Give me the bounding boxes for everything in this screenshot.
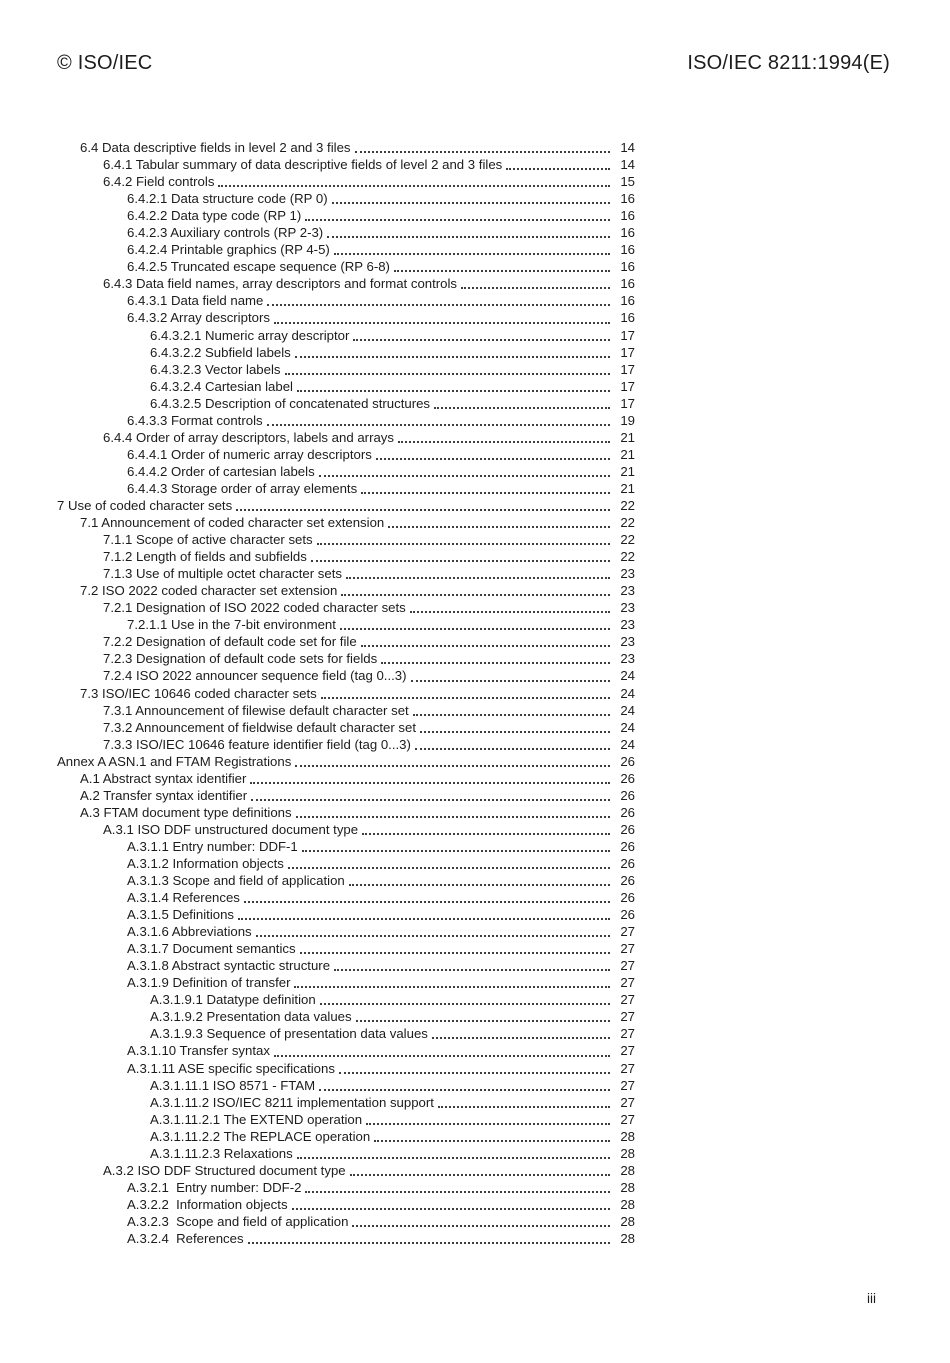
toc-entry — [57, 1179, 635, 1196]
toc-entry — [57, 429, 635, 446]
toc-entry-page: 27 — [620, 1043, 635, 1059]
toc-leader-dots — [356, 1020, 610, 1022]
toc-entry-page: 26 — [620, 821, 635, 837]
toc-entry-title: A.3.1.11 ASE specific specifications — [127, 1060, 335, 1076]
toc-entry-page: 28 — [620, 1145, 635, 1161]
toc-leader-dots — [438, 1106, 610, 1108]
toc-entry-title: 6.4.4.2 Order of cartesian labels — [127, 463, 315, 479]
toc-entry — [57, 565, 635, 582]
toc-entry — [57, 991, 635, 1008]
toc-entry-title: A.3 FTAM document type definitions — [80, 804, 292, 820]
toc-leader-dots — [362, 833, 610, 835]
toc-entry-title: A.2 Transfer syntax identifier — [80, 787, 248, 803]
toc-entry-title: 7.2 ISO 2022 coded character set extension — [80, 583, 338, 599]
toc-entry-title: A.3.2.1 Entry number: DDF-2 — [127, 1179, 302, 1195]
toc-entry-page: 24 — [620, 719, 635, 735]
toc-leader-dots — [415, 748, 610, 750]
toc-entry — [57, 804, 635, 821]
toc-entry-title: A.3.1.10 Transfer syntax — [127, 1043, 270, 1059]
toc-leader-dots — [366, 1123, 610, 1125]
toc-leader-dots — [297, 390, 610, 392]
toc-entry-page: 26 — [620, 787, 635, 803]
toc-leader-dots — [297, 1157, 610, 1159]
toc-leader-dots — [374, 1140, 610, 1142]
toc-entry-title: A.3.1.9.3 Sequence of presentation data values — [150, 1026, 428, 1042]
toc-leader-dots — [352, 1225, 610, 1227]
toc-entry — [57, 599, 635, 616]
toc-entry — [57, 616, 635, 633]
toc-entry-title: 7 Use of coded character sets — [57, 497, 233, 513]
toc-leader-dots — [346, 577, 610, 579]
toc-leader-dots — [274, 322, 610, 324]
toc-entry — [57, 702, 635, 719]
toc-entry-page: 16 — [620, 310, 635, 326]
toc-entry-page: 24 — [620, 668, 635, 684]
toc-leader-dots — [236, 509, 610, 511]
toc-entry — [57, 241, 635, 258]
toc-entry-title: 6.4.4.1 Order of numeric array descriptors — [127, 446, 372, 462]
toc-entry — [57, 275, 635, 292]
copyright-notice: © ISO/IEC — [57, 52, 153, 74]
toc-entry-page: 22 — [620, 532, 635, 548]
toc-entry-title: A.3.1.8 Abstract syntactic structure — [127, 958, 331, 974]
toc-entry-page: 27 — [620, 1009, 635, 1025]
toc-entry-title: A.3.1.9 Definition of transfer — [127, 975, 291, 991]
toc-entry — [57, 906, 635, 923]
toc-entry-page: 27 — [620, 1060, 635, 1076]
toc-entry — [57, 582, 635, 599]
toc-entry-page: 26 — [620, 838, 635, 854]
toc-entry-page: 22 — [620, 497, 635, 513]
toc-entry-title: A.3.2.3 Scope and field of application — [127, 1213, 349, 1229]
toc-leader-dots — [506, 168, 610, 170]
toc-entry-page: 26 — [620, 873, 635, 889]
toc-leader-dots — [355, 151, 611, 153]
toc-entry-page: 23 — [620, 600, 635, 616]
toc-entry — [57, 1128, 635, 1145]
toc-entry-title: 7.2.1 Designation of ISO 2022 coded character sets — [103, 600, 406, 616]
toc-leader-dots — [339, 1072, 610, 1074]
toc-entry — [57, 344, 635, 361]
toc-leader-dots — [410, 611, 610, 613]
toc-entry — [57, 753, 635, 770]
toc-entry-page: 16 — [620, 191, 635, 207]
toc-entry-page: 24 — [620, 702, 635, 718]
toc-entry — [57, 821, 635, 838]
toc-entry-title: 7.3.1 Announcement of filewise default character set — [103, 702, 409, 718]
toc-entry — [57, 514, 635, 531]
toc-entry-title: A.3.2.2 Information objects — [127, 1196, 288, 1212]
toc-leader-dots — [388, 526, 610, 528]
toc-entry-title: 6.4.2.4 Printable graphics (RP 4-5) — [127, 242, 330, 258]
toc-entry-page: 16 — [620, 225, 635, 241]
toc-entry-title: A.3.1.2 Information objects — [127, 855, 284, 871]
toc-leader-dots — [332, 202, 610, 204]
toc-entry-page: 27 — [620, 1111, 635, 1127]
toc-entry — [57, 292, 635, 309]
toc-entry-page: 16 — [620, 242, 635, 258]
toc-entry-title: A.3.1.11.2.2 The REPLACE operation — [150, 1128, 371, 1144]
toc-entry-page: 27 — [620, 941, 635, 957]
toc-leader-dots — [420, 731, 610, 733]
toc-leader-dots — [319, 475, 610, 477]
toc-leader-dots — [361, 492, 610, 494]
toc-entry-title: 7.1.2 Length of fields and subfields — [103, 549, 307, 565]
toc-entry — [57, 1042, 635, 1059]
toc-leader-dots — [256, 935, 610, 937]
toc-entry-title: 6.4.3.2 Array descriptors — [127, 310, 270, 326]
toc-entry — [57, 633, 635, 650]
table-of-contents — [57, 139, 635, 1247]
toc-entry — [57, 787, 635, 804]
toc-entry-title: 6.4.4 Order of array descriptors, labels and arrays — [103, 429, 394, 445]
toc-leader-dots — [381, 662, 610, 664]
toc-entry — [57, 685, 635, 702]
toc-leader-dots — [353, 339, 610, 341]
toc-entry — [57, 446, 635, 463]
toc-entry — [57, 361, 635, 378]
toc-entry-title: 7.2.1.1 Use in the 7-bit environment — [127, 617, 336, 633]
toc-entry — [57, 872, 635, 889]
toc-leader-dots — [349, 884, 610, 886]
toc-entry — [57, 548, 635, 565]
toc-entry — [57, 412, 635, 429]
toc-entry-page: 26 — [620, 804, 635, 820]
toc-entry-title: 7.2.4 ISO 2022 announcer sequence field (tag 0...3) — [103, 668, 407, 684]
toc-entry-page: 17 — [620, 378, 635, 394]
toc-entry-page: 21 — [620, 480, 635, 496]
toc-entry-page: 26 — [620, 753, 635, 769]
toc-entry-page: 26 — [620, 770, 635, 786]
toc-entry-title: A.3.1.11.2 ISO/IEC 8211 implementation support — [150, 1094, 434, 1110]
toc-entry-title: 7.3 ISO/IEC 10646 coded character sets — [80, 685, 317, 701]
toc-entry — [57, 838, 635, 855]
toc-leader-dots — [250, 782, 610, 784]
toc-entry — [57, 889, 635, 906]
toc-leader-dots — [320, 1003, 610, 1005]
toc-leader-dots — [334, 253, 610, 255]
toc-entry-title: 7.3.3 ISO/IEC 10646 feature identifier field (tag 0...3) — [103, 736, 411, 752]
toc-entry-page: 15 — [620, 174, 635, 190]
document-reference: ISO/IEC 8211:1994(E) — [687, 52, 890, 74]
toc-entry-page: 28 — [620, 1231, 635, 1246]
toc-entry-page: 28 — [620, 1179, 635, 1195]
toc-entry-title: 6.4.2.5 Truncated escape sequence (RP 6-8) — [127, 259, 390, 275]
toc-leader-dots — [248, 1242, 610, 1244]
toc-entry-page: 14 — [620, 140, 635, 155]
toc-entry-title: Annex A ASN.1 and FTAM Registrations — [57, 753, 292, 769]
toc-entry-title: A.3.1.6 Abbreviations — [127, 924, 252, 940]
toc-entry-page: 23 — [620, 566, 635, 582]
toc-entry — [57, 378, 635, 395]
toc-entry — [57, 156, 635, 173]
toc-entry — [57, 940, 635, 957]
toc-entry-title: 7.3.2 Announcement of fieldwise default character set — [103, 719, 417, 735]
toc-entry — [57, 190, 635, 207]
toc-entry-page: 27 — [620, 1026, 635, 1042]
toc-entry-title: 6.4.3.2.4 Cartesian label — [150, 378, 293, 394]
toc-entry — [57, 650, 635, 667]
toc-entry-title: 6.4.2 Field controls — [103, 174, 215, 190]
toc-leader-dots — [305, 219, 610, 221]
toc-entry — [57, 207, 635, 224]
toc-entry-page: 23 — [620, 617, 635, 633]
toc-entry-title: A.3.1.5 Definitions — [127, 907, 235, 923]
toc-leader-dots — [411, 680, 610, 682]
toc-leader-dots — [300, 952, 610, 954]
toc-entry-page: 21 — [620, 463, 635, 479]
toc-entry — [57, 1008, 635, 1025]
toc-entry-page: 22 — [620, 515, 635, 531]
toc-entry-page: 16 — [620, 259, 635, 275]
toc-entry — [57, 1060, 635, 1077]
toc-entry-page: 23 — [620, 634, 635, 650]
page-footer — [57, 1291, 876, 1306]
toc-entry-page: 24 — [620, 685, 635, 701]
toc-leader-dots — [394, 270, 610, 272]
toc-entry — [57, 224, 635, 241]
toc-leader-dots — [267, 304, 610, 306]
toc-leader-dots — [274, 1055, 610, 1057]
toc-entry-page: 17 — [620, 361, 635, 377]
toc-leader-dots — [461, 287, 610, 289]
toc-leader-dots — [434, 407, 610, 409]
toc-entry — [57, 957, 635, 974]
toc-leader-dots — [288, 867, 610, 869]
toc-entry — [57, 1111, 635, 1128]
toc-entry — [57, 173, 635, 190]
toc-entry-page: 19 — [620, 412, 635, 428]
toc-entry-page: 16 — [620, 208, 635, 224]
toc-entry-page: 17 — [620, 344, 635, 360]
toc-entry-title: A.3.2.4 References — [127, 1231, 244, 1246]
toc-entry — [57, 1094, 635, 1111]
toc-leader-dots — [334, 969, 610, 971]
toc-entry-title: 7.2.3 Designation of default code sets for fields — [103, 651, 378, 667]
toc-entry-page: 28 — [620, 1213, 635, 1229]
toc-entry-title: A.3.1 ISO DDF unstructured document type — [103, 821, 359, 837]
toc-leader-dots — [319, 1089, 610, 1091]
toc-entry-title: 6.4.4.3 Storage order of array elements — [127, 480, 358, 496]
toc-entry-title: 7.1.3 Use of multiple octet character sets — [103, 566, 342, 582]
toc-entry — [57, 1196, 635, 1213]
toc-entry-title: A.3.1.1 Entry number: DDF-1 — [127, 838, 298, 854]
toc-entry — [57, 1025, 635, 1042]
toc-entry-title: 6.4.2.1 Data structure code (RP 0) — [127, 191, 328, 207]
toc-entry-page: 27 — [620, 992, 635, 1008]
toc-leader-dots — [238, 918, 610, 920]
toc-entry-page: 17 — [620, 395, 635, 411]
toc-entry — [57, 531, 635, 548]
toc-leader-dots — [267, 424, 610, 426]
toc-entry-page: 26 — [620, 855, 635, 871]
toc-leader-dots — [432, 1037, 610, 1039]
toc-entry-page: 28 — [620, 1128, 635, 1144]
toc-entry — [57, 327, 635, 344]
toc-entry-page: 21 — [620, 429, 635, 445]
toc-entry-title: A.3.1.9.1 Datatype definition — [150, 992, 316, 1008]
toc-entry — [57, 736, 635, 753]
toc-entry — [57, 974, 635, 991]
toc-entry — [57, 258, 635, 275]
toc-entry — [57, 1077, 635, 1094]
toc-entry-page: 23 — [620, 583, 635, 599]
toc-entry-title: 6.4.3 Data field names, array descriptors and format controls — [103, 276, 458, 292]
toc-entry-title: 6.4.2.3 Auxiliary controls (RP 2-3) — [127, 225, 324, 241]
toc-entry — [57, 1230, 635, 1247]
toc-entry-page: 17 — [620, 327, 635, 343]
toc-entry-page: 16 — [620, 276, 635, 292]
toc-entry-page: 26 — [620, 890, 635, 906]
toc-leader-dots — [398, 441, 610, 443]
toc-entry-page: 22 — [620, 549, 635, 565]
toc-entry — [57, 855, 635, 872]
toc-entry — [57, 309, 635, 326]
toc-leader-dots — [311, 560, 610, 562]
toc-entry-title: 7.1.1 Scope of active character sets — [103, 532, 313, 548]
toc-leader-dots — [295, 765, 610, 767]
toc-entry — [57, 1162, 635, 1179]
toc-entry-page: 26 — [620, 907, 635, 923]
toc-entry-title: A.3.1.11.1 ISO 8571 - FTAM — [150, 1077, 316, 1093]
toc-entry-title: 7.1 Announcement of coded character set extension — [80, 515, 385, 531]
toc-entry-title: 6.4.3.2.1 Numeric array descriptor — [150, 327, 350, 343]
toc-leader-dots — [340, 628, 610, 630]
toc-entry-page: 14 — [620, 157, 635, 173]
toc-entry — [57, 667, 635, 684]
toc-leader-dots — [292, 1208, 610, 1210]
toc-entry-title: A.3.1.11.2.3 Relaxations — [150, 1145, 293, 1161]
toc-leader-dots — [317, 543, 610, 545]
toc-leader-dots — [251, 799, 610, 801]
toc-leader-dots — [376, 458, 610, 460]
toc-leader-dots — [294, 986, 610, 988]
toc-entry-title: 6.4.3.3 Format controls — [127, 412, 263, 428]
toc-entry-page: 23 — [620, 651, 635, 667]
toc-entry — [57, 770, 635, 787]
toc-entry — [57, 497, 635, 514]
toc-entry-page: 21 — [620, 446, 635, 462]
toc-leader-dots — [295, 356, 610, 358]
toc-entry-title: 6.4.3.2.2 Subfield labels — [150, 344, 291, 360]
toc-entry-page: 28 — [620, 1162, 635, 1178]
page-number: iii — [867, 1291, 876, 1306]
toc-leader-dots — [285, 373, 611, 375]
toc-entry-page: 16 — [620, 293, 635, 309]
toc-leader-dots — [327, 236, 610, 238]
toc-entry — [57, 139, 635, 156]
toc-leader-dots — [296, 816, 610, 818]
toc-entry-page: 27 — [620, 1094, 635, 1110]
toc-entry — [57, 1145, 635, 1162]
toc-leader-dots — [218, 185, 610, 187]
toc-leader-dots — [341, 594, 610, 596]
toc-leader-dots — [413, 714, 610, 716]
toc-entry-title: A.3.1.3 Scope and field of application — [127, 873, 345, 889]
toc-entry — [57, 395, 635, 412]
toc-entry-page: 27 — [620, 975, 635, 991]
toc-entry-title: A.3.1.7 Document semantics — [127, 941, 296, 957]
toc-entry — [57, 719, 635, 736]
toc-entry — [57, 480, 635, 497]
toc-entry-page: 24 — [620, 736, 635, 752]
toc-entry-page: 28 — [620, 1196, 635, 1212]
toc-leader-dots — [305, 1191, 610, 1193]
toc-entry-title: 7.2.2 Designation of default code set for file — [103, 634, 357, 650]
toc-entry — [57, 463, 635, 480]
toc-entry — [57, 1213, 635, 1230]
toc-entry-page: 27 — [620, 1077, 635, 1093]
toc-entry-title: 6.4.1 Tabular summary of data descriptive fields of level 2 and 3 files — [103, 157, 503, 173]
toc-entry-title: 6.4.3.2.5 Description of concatenated structures — [150, 395, 431, 411]
toc-entry-title: 6.4.3.1 Data field name — [127, 293, 264, 309]
toc-entry-title: 6.4.2.2 Data type code (RP 1) — [127, 208, 302, 224]
toc-leader-dots — [361, 645, 610, 647]
toc-leader-dots — [302, 850, 610, 852]
toc-entry-page: 27 — [620, 924, 635, 940]
toc-entry-title: A.3.2 ISO DDF Structured document type — [103, 1162, 346, 1178]
toc-leader-dots — [244, 901, 610, 903]
toc-entry — [57, 923, 635, 940]
toc-entry-title: 6.4 Data descriptive fields in level 2 and 3 files — [80, 140, 351, 155]
toc-entry-title: A.3.1.9.2 Presentation data values — [150, 1009, 352, 1025]
toc-entry-title: A.3.1.11.2.1 The EXTEND operation — [150, 1111, 363, 1127]
toc-leader-dots — [350, 1174, 610, 1176]
toc-entry-title: A.3.1.4 References — [127, 890, 240, 906]
toc-entry-title: A.1 Abstract syntax identifier — [80, 770, 247, 786]
toc-entry-title: 6.4.3.2.3 Vector labels — [150, 361, 281, 377]
page-header — [57, 52, 890, 75]
toc-entry-page: 27 — [620, 958, 635, 974]
toc-leader-dots — [321, 697, 610, 699]
